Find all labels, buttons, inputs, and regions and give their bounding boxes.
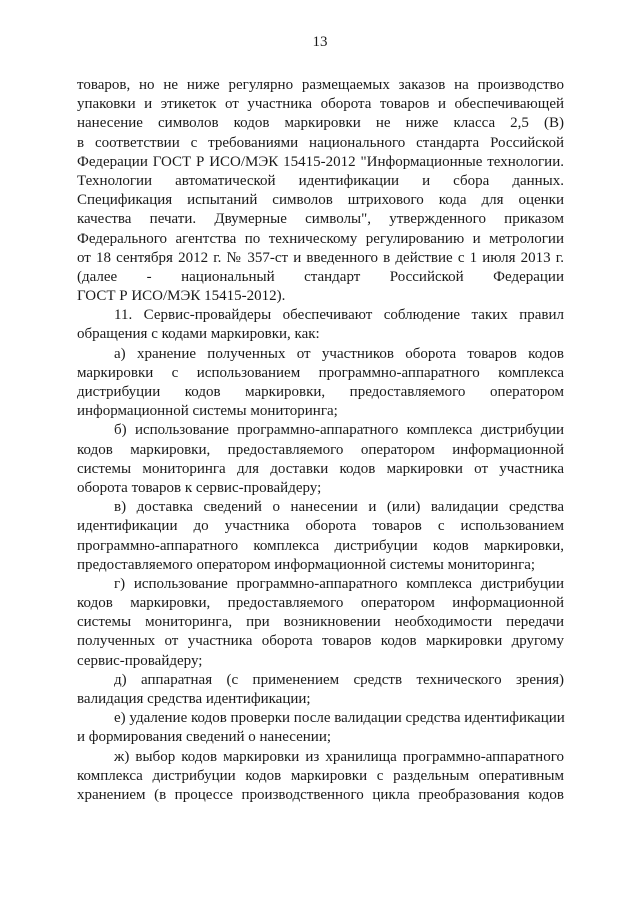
text-line: 11. Сервис-провайдеры обеспечивают соблюдение таких правил [114, 307, 564, 324]
paragraph [77, 709, 564, 747]
page-number: 13 [312, 34, 328, 50]
text-line: программно-аппаратного комплекса дистрибуции кодов маркировки, [77, 537, 564, 554]
paragraph [77, 306, 564, 344]
text-line: предоставляемого оператором информационной системы мониторинга; [77, 556, 536, 573]
text-line: Федерации ГОСТ Р ИСО/МЭК 15415-2012 "Информационные технологии. [77, 153, 564, 170]
text-line: и формирования сведений о нанесении; [77, 729, 332, 746]
paragraph [77, 345, 564, 422]
text-line: оборота товаров к сервис-провайдеру; [77, 479, 322, 496]
text-line: в) доставка сведений о нанесении и (или) валидации средства [114, 499, 564, 516]
text-line: системы мониторинга, при возникновении необходимости передачи [77, 614, 564, 631]
paragraph [77, 76, 564, 306]
text-line: от 18 сентября 2012 г. № 357-ст и введенного в действие с 1 июля 2013 г. [77, 249, 564, 266]
text-line: упаковки и этикеток от участника оборота товаров и обеспечивающей [77, 96, 564, 113]
text-line: маркировки с использованием программно-аппаратного комплекса [77, 364, 564, 381]
paragraph [77, 671, 564, 709]
text-line: полученных от участника оборота товаров кодов маркировки другому [77, 633, 564, 650]
text-line: Федерального агентства по техническому регулированию и метрологии [77, 230, 564, 247]
text-line: сервис-провайдеру; [77, 652, 203, 669]
text-line: нанесение символов кодов маркировки не ниже класса 2,5 (В) [77, 115, 564, 132]
text-line: ж) выбор кодов маркировки из хранилища программно-аппаратного [114, 748, 564, 765]
text-line: (далее - национальный стандарт Российской Федерации [77, 268, 564, 285]
text-line: ГОСТ Р ИСО/МЭК 15415-2012). [77, 288, 286, 305]
paragraph [77, 575, 564, 671]
text-line: комплекса дистрибуции кодов маркировки с раздельным оперативным [77, 767, 564, 784]
text-line: качества печати. Двумерные символы", утвержденного приказом [77, 211, 564, 228]
paragraph [77, 421, 564, 498]
text-line: в соответствии с требованиями национального стандарта Российской [77, 134, 564, 151]
text-line: Технологии автоматической идентификации и сбора данных. [77, 172, 564, 189]
text-line: Спецификация испытаний символов штрихового кода для оценки [77, 192, 564, 209]
text-line: информационной системы мониторинга; [77, 403, 338, 420]
text-line: идентификации до участника оборота товаров с использованием [77, 518, 564, 535]
text-line: г) использование программно-аппаратного комплекса дистрибуции [114, 575, 564, 592]
text-line: д) аппаратная (с применением средств технического зрения) [114, 671, 564, 688]
document-body [77, 76, 564, 805]
text-line: обращения с кодами маркировки, как: [77, 326, 320, 343]
paragraph [77, 748, 564, 806]
text-line: хранением (в процессе производственного цикла преобразования кодов [77, 786, 564, 803]
text-line: дистрибуции кодов маркировки, предоставляемого оператором [77, 384, 564, 400]
text-line: системы мониторинга для доставки кодов маркировки от участника [77, 460, 564, 477]
text-line: товаров, но не ниже регулярно размещаемых заказов на производство [77, 77, 564, 93]
text-line: б) использование программно-аппаратного комплекса дистрибуции [114, 422, 564, 439]
text-line: а) хранение полученных от участников оборота товаров кодов [114, 345, 564, 362]
text-line: кодов маркировки, предоставляемого оператором информационной [77, 595, 564, 612]
text-line: валидация средства идентификации; [77, 691, 311, 707]
text-line: е) удаление кодов проверки после валидации средства идентификации [114, 710, 565, 727]
text-line: кодов маркировки, предоставляемого оператором информационной [77, 441, 564, 458]
paragraph [77, 498, 564, 575]
